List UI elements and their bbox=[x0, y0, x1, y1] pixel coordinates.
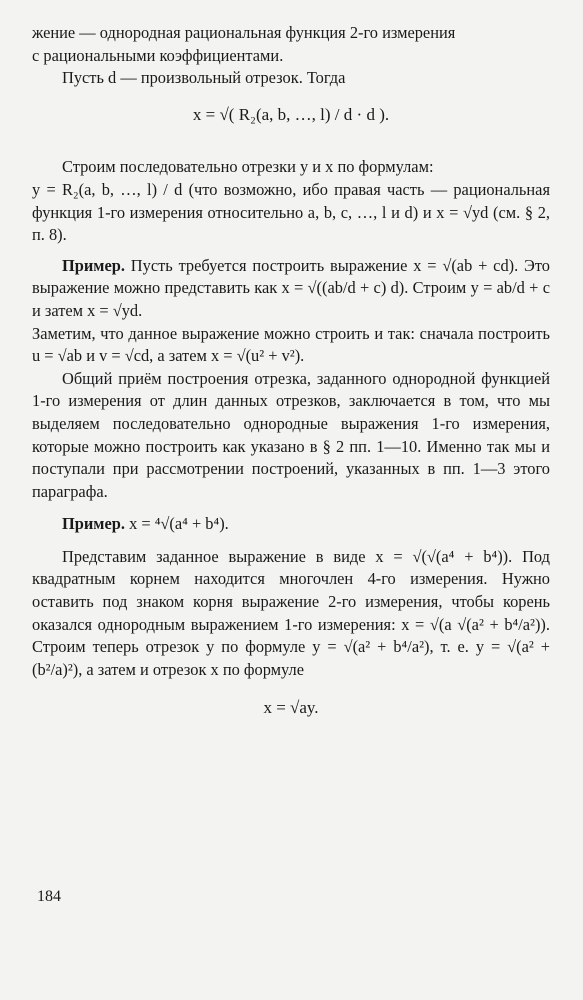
paragraph-represent: Представим заданное выражение в виде x = √(√(a⁴ + b⁴)). Под квадратным корнем находится многочлен 4-го измерения. Нужно оставить под знаком корня выражение 2-го измерения, чтобы корень оказался однородным выражением 1-го измерения: x = √(a √(a² + b⁴/a²)). Строим теперь отрезок y по формуле y = √(a² + b⁴/a²), т. е. y = √(a² + (b²/a)²), а затем и отрезок x по формуле bbox=[32, 546, 550, 679]
example-label: Пример. bbox=[62, 255, 125, 275]
text-line-2: с рациональными коэффициентами. bbox=[32, 45, 284, 65]
page-text bbox=[32, 22, 550, 720]
paragraph-note: Заметим, что данное выражение можно строить и так: сначала построить u = √ab и v = √cd, а затем x = √(u² + v²). bbox=[32, 323, 550, 366]
page-number: 184 bbox=[37, 888, 61, 905]
text-line-3: Пусть d — произвольный отрезок. Тогда bbox=[62, 68, 346, 88]
formula-final: x = √ay. bbox=[263, 698, 319, 718]
example-1: Пример. Пусть требуется построить выражение x = √(ab + cd). Это выражение можно представить как x = √((ab/d + c) d). Строим y = ab/d + c и затем x = √yd. bbox=[32, 255, 550, 320]
formula-1: x = √( R₂(a, b, …, l) / d · d ). bbox=[192, 104, 390, 124]
paragraph-build-cont: y = R₂(a, b, …, l) / d (что возможно, ибо правая часть — рациональная функция 1-го измерения относительно a, b, c, …, l и d) и x = √yd (см. § 2, п. 8). bbox=[32, 179, 550, 245]
example-2: Пример. x = ⁴√(a⁴ + b⁴). bbox=[62, 514, 229, 534]
example-label: Пример. bbox=[62, 514, 125, 534]
paragraph-general: Общий приём построения отрезка, заданного однородной функцией 1-го измерения от длин данных отрезков, заключается в том, что мы выделяем последовательно однородные выражения 1-го измерения, которые можно построить как указано в § 2 пп. 1—10. Именно так мы и поступали при рассмотрении построений, указанных в пп. 1—3 этого параграфа. bbox=[32, 368, 550, 501]
text-line-1: жение — однородная рациональная функция 2-го измерения bbox=[32, 23, 456, 42]
paragraph-build: Строим последовательно отрезки y и x по формулам: bbox=[62, 157, 434, 177]
